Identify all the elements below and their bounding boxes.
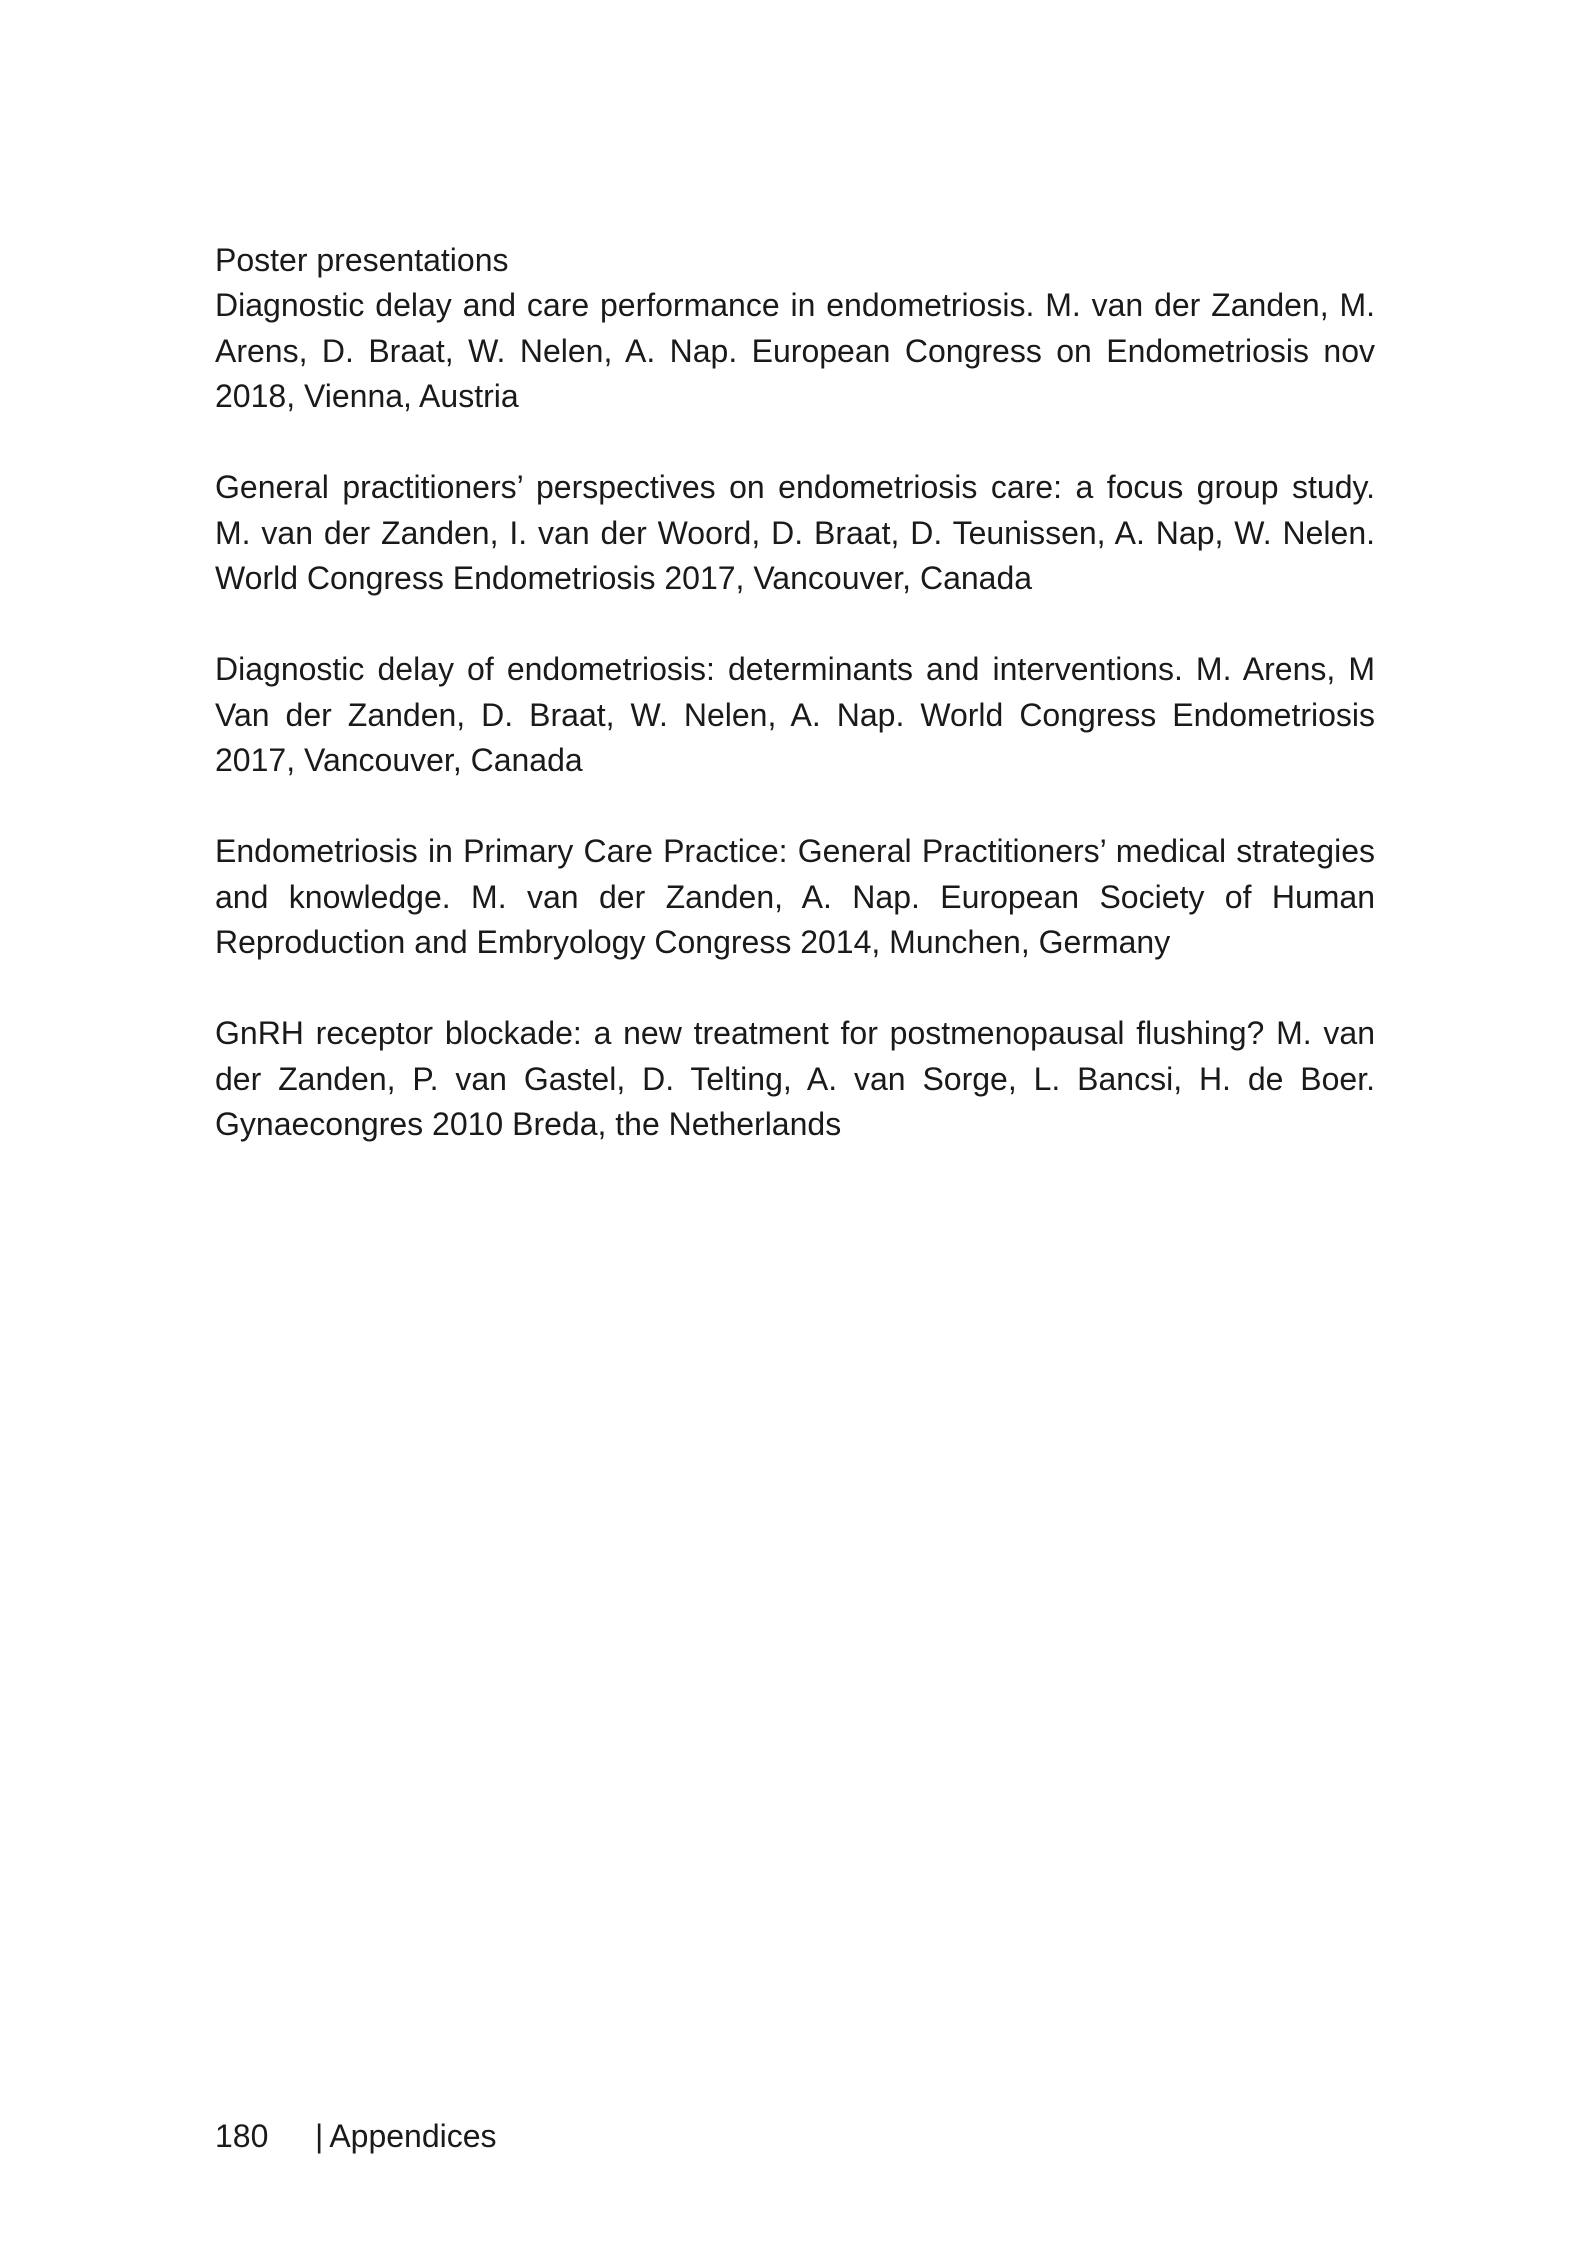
poster-entry: Endometriosis in Primary Care Practice: General Practitioners’ medical strategies and knowledge. M. van der Zanden, A. Nap. European Society of Human Reproduction and Embryology Congress 2014, Munchen, Germany — [215, 833, 1375, 960]
footer-separator: | — [315, 2118, 324, 2154]
footer-section-title: Appendices — [329, 2118, 497, 2154]
poster-presentations-section — [215, 238, 1375, 1193]
page-number: 180 — [215, 2118, 269, 2154]
poster-entry: GnRH receptor blockade: a new treatment for postmenopausal flushing? M. van der Zanden, P. van Gastel, D. Telting, A. van Sorge, L. Bancsi, H. de Boer. Gynaecongres 2010 Breda, the Netherlands — [215, 1015, 1375, 1142]
poster-entry: Diagnostic delay of endometriosis: determinants and interventions. M. Arens, M Van der Zanden, D. Braat, W. Nelen, A. Nap. World Congress Endometriosis 2017, Vancouver, Canada — [215, 651, 1375, 778]
poster-entry: General practitioners’ perspectives on endometriosis care: a focus group study. M. van der Zanden, I. van der Woord, D. Braat, D. Teunissen, A. Nap, W. Nelen. World Congress Endometriosis 2017, Vancouver, Canada — [215, 469, 1375, 596]
section-heading: Poster presentations — [215, 242, 509, 278]
page-footer — [215, 2116, 497, 2156]
poster-entry: Diagnostic delay and care performance in endometriosis. M. van der Zanden, M. Arens, D. Braat, W. Nelen, A. Nap. European Congress on Endometriosis nov 2018, Vienna, Austria — [215, 287, 1375, 414]
